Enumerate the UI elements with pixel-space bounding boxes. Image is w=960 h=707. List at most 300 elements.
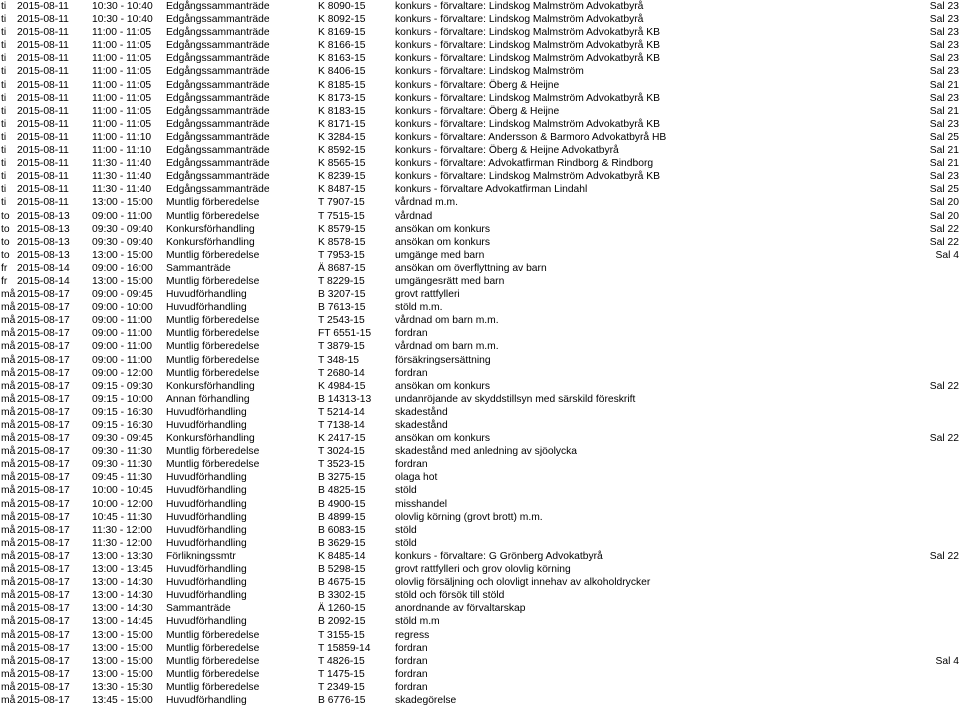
weekday-cell: må (1, 459, 16, 471)
date-cell: 2015-08-13 (17, 210, 70, 222)
weekday-cell: må (1, 354, 16, 366)
date-cell: 2015-08-17 (17, 459, 70, 471)
weekday-cell: må (1, 446, 16, 458)
date-cell: 2015-08-17 (17, 446, 70, 458)
table-row (0, 458, 960, 471)
date-cell: 2015-08-17 (17, 537, 70, 549)
date-cell: 2015-08-11 (17, 40, 69, 52)
description-cell: umgänge med barn (395, 249, 485, 261)
room-cell: Sal 22 (929, 433, 959, 445)
weekday-cell: må (1, 694, 16, 706)
date-cell: 2015-08-11 (17, 1, 69, 12)
table-row (0, 79, 960, 92)
case-number-cell: K 8090-15 (318, 1, 366, 12)
time-cell: 09:30 - 09:40 (92, 236, 153, 248)
weekday-cell: to (1, 210, 10, 222)
hearing-type-cell: Förlikningssmtr (166, 550, 236, 562)
hearing-type-cell: Muntlig förberedelse (166, 629, 260, 641)
description-cell: olovlig försäljning och olovligt innehav av alkoholdrycker (395, 577, 651, 589)
time-cell: 11:00 - 11:05 (92, 27, 152, 39)
description-cell: grovt rattfylleri (395, 289, 460, 301)
case-number-cell: K 8163-15 (318, 53, 366, 65)
time-cell: 10:00 - 12:00 (92, 498, 153, 510)
date-cell: 2015-08-17 (17, 367, 70, 379)
table-row (0, 354, 960, 367)
date-cell: 2015-08-17 (17, 328, 70, 340)
case-number-cell: T 2349-15 (318, 681, 365, 693)
time-cell: 11:30 - 11:40 (92, 158, 152, 170)
case-number-cell: K 8166-15 (318, 40, 366, 52)
room-cell: Sal 22 (929, 223, 959, 235)
weekday-cell: ti (1, 171, 7, 183)
date-cell: 2015-08-17 (17, 629, 70, 641)
hearing-type-cell: Muntlig förberedelse (166, 354, 260, 366)
time-cell: 09:30 - 11:30 (92, 446, 152, 458)
time-cell: 11:00 - 11:05 (92, 66, 152, 78)
case-number-cell: Ä 8687-15 (318, 262, 366, 274)
hearing-type-cell: Huvudförhandling (166, 694, 247, 706)
time-cell: 11:30 - 12:00 (92, 524, 152, 536)
date-cell: 2015-08-17 (17, 315, 70, 327)
table-row (0, 498, 960, 511)
hearing-type-cell: Edgångssammanträde (166, 131, 270, 143)
hearing-type-cell: Muntlig förberedelse (166, 275, 260, 287)
description-cell: grovt rattfylleri och grov olovlig körning (395, 564, 571, 576)
description-cell: fordran (395, 668, 428, 680)
table-row (0, 249, 960, 262)
weekday-cell: to (1, 236, 10, 248)
date-cell: 2015-08-11 (17, 171, 69, 183)
time-cell: 13:30 - 15:30 (92, 681, 153, 693)
description-cell: försäkringsersättning (395, 354, 491, 366)
weekday-cell: ti (1, 79, 7, 91)
description-cell: konkurs - förvaltare: Öberg & Heijne Advokatbyrå (395, 145, 619, 157)
time-cell: 09:15 - 16:30 (92, 420, 153, 431)
table-row (0, 65, 960, 78)
room-cell: Sal 25 (929, 184, 959, 196)
weekday-cell: må (1, 511, 16, 523)
weekday-cell: må (1, 668, 16, 680)
case-number-cell: T 3024-15 (318, 446, 365, 458)
date-cell: 2015-08-11 (17, 158, 69, 170)
description-cell: vårdnad om barn m.m. (395, 315, 499, 327)
description-cell: stöld m.m (395, 616, 440, 628)
time-cell: 09:00 - 10:00 (92, 302, 153, 314)
date-cell: 2015-08-14 (17, 262, 70, 274)
room-cell: Sal 21 (929, 158, 959, 170)
description-cell: konkurs - förvaltare: Lindskog Malmström (395, 66, 584, 78)
date-cell: 2015-08-17 (17, 354, 70, 366)
description-cell: konkurs - förvaltare: Lindskog Malmström Advokatbyrå KB (395, 118, 660, 130)
hearing-type-cell: Sammanträde (166, 603, 231, 615)
hearing-type-cell: Edgångssammanträde (166, 27, 270, 39)
description-cell: fordran (395, 367, 428, 379)
date-cell: 2015-08-13 (17, 236, 70, 248)
time-cell: 13:00 - 14:45 (92, 616, 153, 628)
room-cell: Sal 21 (929, 79, 959, 91)
table-row (0, 275, 960, 288)
time-cell: 11:00 - 11:05 (92, 53, 152, 65)
time-cell: 13:00 - 15:00 (92, 249, 153, 261)
room-cell: Sal 23 (929, 53, 959, 65)
case-number-cell: K 8578-15 (318, 236, 366, 248)
case-number-cell: B 4675-15 (318, 577, 366, 589)
table-row (0, 642, 960, 655)
time-cell: 13:00 - 14:30 (92, 577, 153, 589)
description-cell: konkurs - förvaltare: G Grönberg Advokatbyrå (395, 550, 603, 562)
time-cell: 09:00 - 11:00 (92, 210, 152, 222)
case-number-cell: T 4826-15 (318, 655, 365, 667)
description-cell: stöld m.m. (395, 302, 443, 314)
date-cell: 2015-08-17 (17, 380, 70, 392)
time-cell: 11:00 - 11:05 (92, 92, 152, 104)
table-row (0, 694, 960, 707)
hearing-type-cell: Huvudförhandling (166, 420, 247, 431)
date-cell: 2015-08-17 (17, 668, 70, 680)
time-cell: 09:00 - 11:00 (92, 354, 152, 366)
time-cell: 09:00 - 09:45 (92, 289, 153, 301)
case-number-cell: K 8092-15 (318, 14, 366, 26)
case-number-cell: B 6083-15 (318, 524, 366, 536)
case-number-cell: T 7907-15 (318, 197, 365, 209)
description-cell: konkurs - förvaltare: Lindskog Malmström Advokatbyrå KB (395, 92, 660, 104)
weekday-cell: må (1, 629, 16, 641)
table-row (0, 262, 960, 275)
case-number-cell: B 3302-15 (318, 590, 366, 602)
description-cell: konkurs - förvaltare: Öberg & Heijne (395, 79, 560, 91)
weekday-cell: må (1, 289, 16, 301)
table-row (0, 39, 960, 52)
date-cell: 2015-08-17 (17, 289, 70, 301)
description-cell: olaga hot (395, 472, 438, 484)
weekday-cell: må (1, 393, 16, 405)
hearing-type-cell: Huvudförhandling (166, 472, 247, 484)
date-cell: 2015-08-17 (17, 616, 70, 628)
description-cell: ansökan om konkurs (395, 236, 491, 248)
room-cell: Sal 22 (929, 236, 959, 248)
hearing-type-cell: Huvudförhandling (166, 302, 247, 314)
hearing-type-cell: Edgångssammanträde (166, 66, 270, 78)
weekday-cell: må (1, 590, 16, 602)
date-cell: 2015-08-13 (17, 249, 70, 261)
hearing-type-cell: Muntlig förberedelse (166, 249, 260, 261)
weekday-cell: må (1, 498, 16, 510)
hearing-type-cell: Konkursförhandling (166, 433, 255, 445)
description-cell: misshandel (395, 498, 448, 510)
date-cell: 2015-08-17 (17, 341, 70, 353)
case-number-cell: B 3275-15 (318, 472, 366, 484)
room-cell: Sal 23 (929, 1, 959, 12)
description-cell: skadegörelse (395, 694, 457, 706)
description-cell: ansökan om överflyttning av barn (395, 262, 547, 274)
date-cell: 2015-08-17 (17, 577, 70, 589)
time-cell: 09:30 - 11:30 (92, 459, 152, 471)
case-number-cell: T 2543-15 (318, 315, 365, 327)
description-cell: ansökan om konkurs (395, 433, 491, 445)
hearing-type-cell: Muntlig förberedelse (166, 315, 260, 327)
hearing-type-cell: Muntlig förberedelse (166, 210, 260, 222)
hearing-type-cell: Konkursförhandling (166, 380, 255, 392)
case-number-cell: B 4825-15 (318, 485, 366, 497)
room-cell: Sal 23 (929, 171, 959, 183)
table-row (0, 602, 960, 615)
case-number-cell: T 8229-15 (318, 275, 365, 287)
time-cell: 13:00 - 15:00 (92, 629, 153, 641)
description-cell: konkurs - förvaltare: Advokatfirman Rindborg & Rindborg (395, 158, 654, 170)
weekday-cell: ti (1, 27, 7, 39)
case-number-cell: T 3523-15 (318, 459, 365, 471)
description-cell: stöld (395, 537, 417, 549)
date-cell: 2015-08-17 (17, 603, 70, 615)
time-cell: 13:00 - 15:00 (92, 197, 153, 209)
hearing-type-cell: Huvudförhandling (166, 590, 247, 602)
date-cell: 2015-08-11 (17, 118, 69, 130)
description-cell: konkurs - förvaltare: Lindskog Malmström Advokatbyrå KB (395, 53, 660, 65)
weekday-cell: må (1, 485, 16, 497)
date-cell: 2015-08-17 (17, 393, 70, 405)
time-cell: 13:45 - 15:00 (92, 694, 153, 706)
weekday-cell: må (1, 433, 16, 445)
case-number-cell: B 14313-13 (318, 393, 372, 405)
table-row (0, 210, 960, 223)
table-row (0, 668, 960, 681)
weekday-cell: ti (1, 53, 7, 65)
time-cell: 13:00 - 15:00 (92, 275, 153, 287)
table-row (0, 131, 960, 144)
table-row (0, 576, 960, 589)
hearing-type-cell: Muntlig förberedelse (166, 681, 260, 693)
date-cell: 2015-08-17 (17, 681, 70, 693)
time-cell: 09:00 - 16:00 (92, 262, 153, 274)
case-number-cell: B 7613-15 (318, 302, 366, 314)
weekday-cell: må (1, 537, 16, 549)
time-cell: 13:00 - 14:30 (92, 603, 153, 615)
date-cell: 2015-08-17 (17, 433, 70, 445)
hearing-type-cell: Muntlig förberedelse (166, 642, 260, 654)
case-number-cell: B 3207-15 (318, 289, 366, 301)
hearing-type-cell: Huvudförhandling (166, 498, 247, 510)
case-number-cell: K 4984-15 (318, 380, 366, 392)
hearing-type-cell: Edgångssammanträde (166, 158, 270, 170)
weekday-cell: må (1, 564, 16, 576)
case-number-cell: FT 6551-15 (318, 328, 372, 340)
table-row (0, 26, 960, 39)
time-cell: 11:30 - 12:00 (92, 537, 152, 549)
table-row (0, 367, 960, 380)
time-cell: 09:15 - 09:30 (92, 380, 153, 392)
date-cell: 2015-08-11 (17, 14, 69, 26)
table-row (0, 615, 960, 628)
date-cell: 2015-08-11 (17, 105, 69, 117)
date-cell: 2015-08-11 (17, 79, 69, 91)
description-cell: vårdnad (395, 210, 433, 222)
date-cell: 2015-08-17 (17, 511, 70, 523)
time-cell: 09:30 - 09:40 (92, 223, 153, 235)
hearing-type-cell: Huvudförhandling (166, 564, 247, 576)
weekday-cell: ti (1, 145, 7, 157)
date-cell: 2015-08-17 (17, 655, 70, 667)
table-row (0, 314, 960, 327)
hearing-type-cell: Edgångssammanträde (166, 14, 270, 26)
case-number-cell: K 8579-15 (318, 223, 366, 235)
description-cell: regress (395, 629, 430, 641)
table-row (0, 236, 960, 249)
time-cell: 11:00 - 11:10 (92, 145, 152, 157)
table-row (0, 432, 960, 445)
date-cell: 2015-08-11 (17, 197, 69, 209)
time-cell: 11:00 - 11:05 (92, 105, 152, 117)
date-cell: 2015-08-17 (17, 472, 70, 484)
description-cell: fordran (395, 655, 428, 667)
description-cell: konkurs - förvaltare: Lindskog Malmström Advokatbyrå KB (395, 27, 660, 39)
time-cell: 10:30 - 10:40 (92, 1, 153, 12)
table-row (0, 537, 960, 550)
description-cell: fordran (395, 459, 428, 471)
case-number-cell: T 348-15 (318, 354, 360, 366)
date-cell: 2015-08-13 (17, 223, 70, 235)
table-row (0, 0, 960, 13)
date-cell: 2015-08-11 (17, 145, 69, 157)
description-cell: olovlig körning (grovt brott) m.m. (395, 511, 543, 523)
date-cell: 2015-08-17 (17, 498, 70, 510)
table-row (0, 288, 960, 301)
hearing-type-cell: Edgångssammanträde (166, 40, 270, 52)
table-row (0, 445, 960, 458)
weekday-cell: må (1, 406, 16, 418)
table-row (0, 144, 960, 157)
hearing-type-cell: Muntlig förberedelse (166, 655, 260, 667)
table-row (0, 563, 960, 576)
date-cell: 2015-08-17 (17, 485, 70, 497)
table-row (0, 223, 960, 236)
description-cell: fordran (395, 328, 428, 340)
room-cell: Sal 23 (929, 66, 959, 78)
case-number-cell: T 1475-15 (318, 668, 365, 680)
description-cell: konkurs - förvaltare: Lindskog Malmström Advokatbyrå KB (395, 171, 660, 183)
date-cell: 2015-08-11 (17, 184, 69, 196)
description-cell: anordnande av förvaltarskap (395, 603, 526, 615)
hearing-type-cell: Muntlig förberedelse (166, 197, 260, 209)
case-number-cell: T 3879-15 (318, 341, 365, 353)
weekday-cell: må (1, 367, 16, 379)
hearing-type-cell: Huvudförhandling (166, 537, 247, 549)
description-cell: konkurs - förvaltare Advokatfirman Lindahl (395, 184, 588, 196)
case-number-cell: T 2680-14 (318, 367, 365, 379)
room-cell: Sal 23 (929, 40, 959, 52)
weekday-cell: fr (1, 275, 8, 287)
hearing-type-cell: Edgångssammanträde (166, 1, 270, 12)
weekday-cell: må (1, 524, 16, 536)
description-cell: skadestånd med anledning av sjöolycka (395, 446, 578, 458)
date-cell: 2015-08-17 (17, 642, 70, 654)
case-number-cell: K 8169-15 (318, 27, 366, 39)
date-cell: 2015-08-11 (17, 131, 69, 143)
time-cell: 13:00 - 15:00 (92, 655, 153, 667)
hearing-type-cell: Huvudförhandling (166, 485, 247, 497)
time-cell: 11:00 - 11:05 (92, 40, 152, 52)
date-cell: 2015-08-11 (17, 66, 69, 78)
date-cell: 2015-08-17 (17, 406, 70, 418)
table-row (0, 327, 960, 340)
case-number-cell: K 8239-15 (318, 171, 366, 183)
room-cell: Sal 23 (929, 92, 959, 104)
description-cell: konkurs - förvaltare: Lindskog Malmström Advokatbyrå KB (395, 40, 660, 52)
description-cell: fordran (395, 642, 428, 654)
weekday-cell: ti (1, 92, 7, 104)
case-number-cell: T 7138-14 (318, 420, 365, 431)
weekday-cell: må (1, 315, 16, 327)
case-number-cell: T 15859-14 (318, 642, 371, 654)
case-number-cell: T 7953-15 (318, 249, 365, 261)
case-number-cell: K 8183-15 (318, 105, 366, 117)
time-cell: 11:00 - 11:05 (92, 118, 152, 130)
hearing-type-cell: Muntlig förberedelse (166, 459, 260, 471)
description-cell: konkurs - förvaltare: Andersson & Barmoro Advokatbyrå HB (395, 131, 667, 143)
case-number-cell: B 2092-15 (318, 616, 366, 628)
case-number-cell: K 8487-15 (318, 184, 366, 196)
weekday-cell: må (1, 577, 16, 589)
weekday-cell: må (1, 472, 16, 484)
time-cell: 11:00 - 11:10 (92, 131, 152, 143)
weekday-cell: to (1, 249, 10, 261)
table-row (0, 681, 960, 694)
weekday-cell: ti (1, 158, 7, 170)
case-number-cell: K 8485-14 (318, 550, 366, 562)
room-cell: Sal 22 (929, 550, 959, 562)
description-cell: konkurs - förvaltare: Lindskog Malmström Advokatbyrå (395, 1, 644, 12)
time-cell: 09:00 - 12:00 (92, 367, 153, 379)
hearing-type-cell: Annan förhandling (166, 393, 250, 405)
time-cell: 11:30 - 11:40 (92, 184, 152, 196)
time-cell: 09:45 - 11:30 (92, 472, 152, 484)
date-cell: 2015-08-17 (17, 302, 70, 314)
date-cell: 2015-08-17 (17, 694, 70, 706)
weekday-cell: fr (1, 262, 8, 274)
table-row (0, 629, 960, 642)
table-row (0, 301, 960, 314)
room-cell: Sal 23 (929, 14, 959, 26)
case-number-cell: K 2417-15 (318, 433, 366, 445)
table-row (0, 105, 960, 118)
hearing-type-cell: Edgångssammanträde (166, 92, 270, 104)
description-cell: stöld (395, 485, 417, 497)
weekday-cell: to (1, 223, 10, 235)
case-number-cell: T 3155-15 (318, 629, 365, 641)
room-cell: Sal 25 (929, 131, 959, 143)
weekday-cell: må (1, 681, 16, 693)
time-cell: 09:00 - 11:00 (92, 315, 152, 327)
date-cell: 2015-08-17 (17, 524, 70, 536)
date-cell: 2015-08-17 (17, 420, 70, 431)
time-cell: 11:00 - 11:05 (92, 79, 152, 91)
date-cell: 2015-08-11 (17, 92, 69, 104)
case-number-cell: K 8565-15 (318, 158, 366, 170)
table-row (0, 484, 960, 497)
table-row (0, 157, 960, 170)
case-number-cell: T 7515-15 (318, 210, 365, 222)
weekday-cell: ti (1, 184, 7, 196)
hearing-type-cell: Muntlig förberedelse (166, 367, 260, 379)
room-cell: Sal 20 (929, 197, 959, 209)
table-row (0, 196, 960, 209)
time-cell: 09:30 - 09:45 (92, 433, 153, 445)
room-cell: Sal 4 (935, 655, 959, 667)
description-cell: konkurs - förvaltare: Lindskog Malmström Advokatbyrå (395, 14, 644, 26)
date-cell: 2015-08-11 (17, 53, 69, 65)
date-cell: 2015-08-14 (17, 275, 70, 287)
time-cell: 09:15 - 16:30 (92, 406, 153, 418)
description-cell: ansökan om konkurs (395, 223, 491, 235)
